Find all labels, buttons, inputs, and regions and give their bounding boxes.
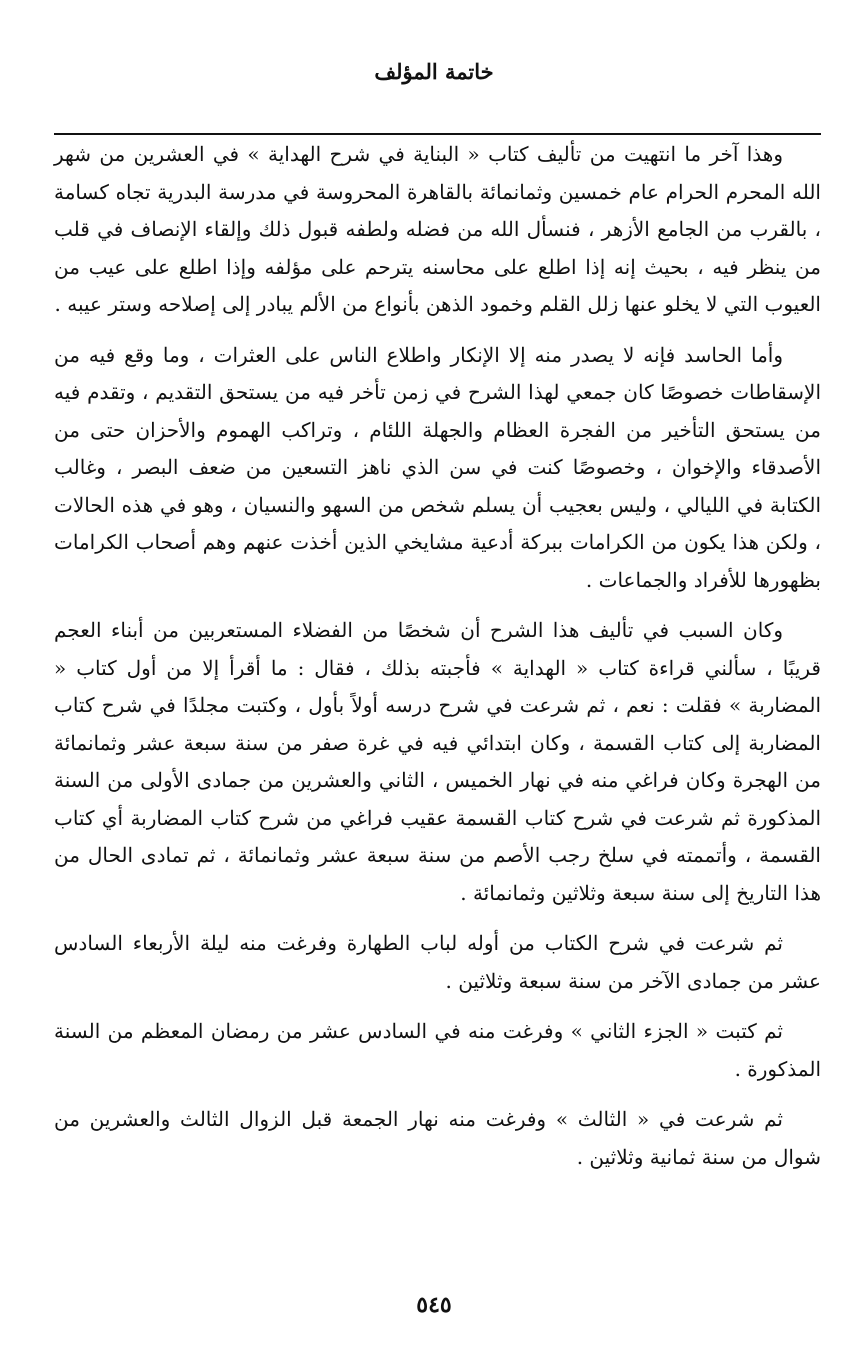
paragraph: وكان السبب في تأليف هذا الشرح أن شخصًا من الفضلاء المستعربين من أبناء العجم قريبًا ، سألني قراءة كتاب « الهداية » فأجبته بذلك ، فقال : ما أقرأ إلا من أول كتاب « المضاربة » فقلت : نعم ، ثم شرعت في شرح درسه أولاً بأول ، وكتبت مجلدًا في شرح كتاب المضاربة إلى كتاب القسمة ، وكان ابتدائي فيه في غرة صفر من سنة سبعة عشر وثمانمائة من الهجرة وكان فراغي منه في نهار الخميس ، الثاني والعشرين من جمادى الأولى من السنة المذكورة ثم شرعت في شرح كتاب القسمة عقيب فراغي من شرح كتاب المضاربة أي كتاب القسمة ، وأتممته في سلخ رجب الأصم من سنة سبعة عشر وثمانمائة ، ثم تمادى الحال من هذا التاريخ إلى سنة سبعة وثلاثين وثمانمائة . bbox=[54, 618, 821, 905]
header-divider bbox=[54, 133, 821, 135]
paragraph: ثم شرعت في « الثالث » وفرغت منه نهار الجمعة قبل الزوال الثالث والعشرين من شوال من سنة ثمانية وثلاثين . bbox=[54, 1107, 821, 1169]
chapter-title: خاتمة المؤلف bbox=[374, 59, 494, 84]
page-number: ٥٤٥ bbox=[416, 1292, 452, 1318]
paragraph: وهذا آخر ما انتهيت من تأليف كتاب « البناية في شرح الهداية » في العشرين من شهر الله المحرم الحرام عام خمسين وثمانمائة بالقاهرة المحروسة في مدرسة البدرية تجاه كسامة ، بالقرب من الجامع الأزهر ، فنسأل الله من فضله ولطفه قبول ذلك وإلقاء الإنصاف في قلب من ينظر فيه ، بحيث إنه إذا اطلع على محاسنه يترحم على مؤلفه وإذا اطلع على عيب من العيوب التي لا يخلو عنها زلل القلم وخمود الذهن بأنواع من الألم يبادر إلى إصلاحه وستر عيبه . bbox=[54, 142, 821, 316]
paragraph: وأما الحاسد فإنه لا يصدر منه إلا الإنكار واطلاع الناس على العثرات ، وما وقع فيه من الإسقاطات خصوصًا كان جمعي لهذا الشرح في زمن تأخر فيه من يستحق التقديم ، وتقدم فيه من يستحق التأخير من الفجرة العظام والجهلة اللئام ، وتراكب الهموم والأحزان حتى من الأصدقاء والإخوان ، وخصوصًا كنت في سن الذي ناهز التسعين من ضعف البصر ، وغالب الكتابة في الليالي ، وليس بعجيب أن يسلم شخص من السهو والنسيان ، وهو في هذه الحالات ، ولكن هذا يكون من الكرامات ببركة أدعية مشايخي الذين أخذت عنهم وهم أصحاب الكرامات بظهورها للأفراد والجماعات . bbox=[54, 342, 821, 592]
body-text bbox=[54, 136, 821, 1189]
paragraph: ثم كتبت « الجزء الثاني » وفرغت منه في السادس عشر من رمضان المعظم من السنة المذكورة . bbox=[54, 1019, 821, 1081]
paragraph: ثم شرعت في شرح الكتاب من أوله لباب الطهارة وفرغت منه ليلة الأربعاء السادس عشر من جمادى الآخر من سنة سبعة وثلاثين . bbox=[54, 931, 821, 993]
